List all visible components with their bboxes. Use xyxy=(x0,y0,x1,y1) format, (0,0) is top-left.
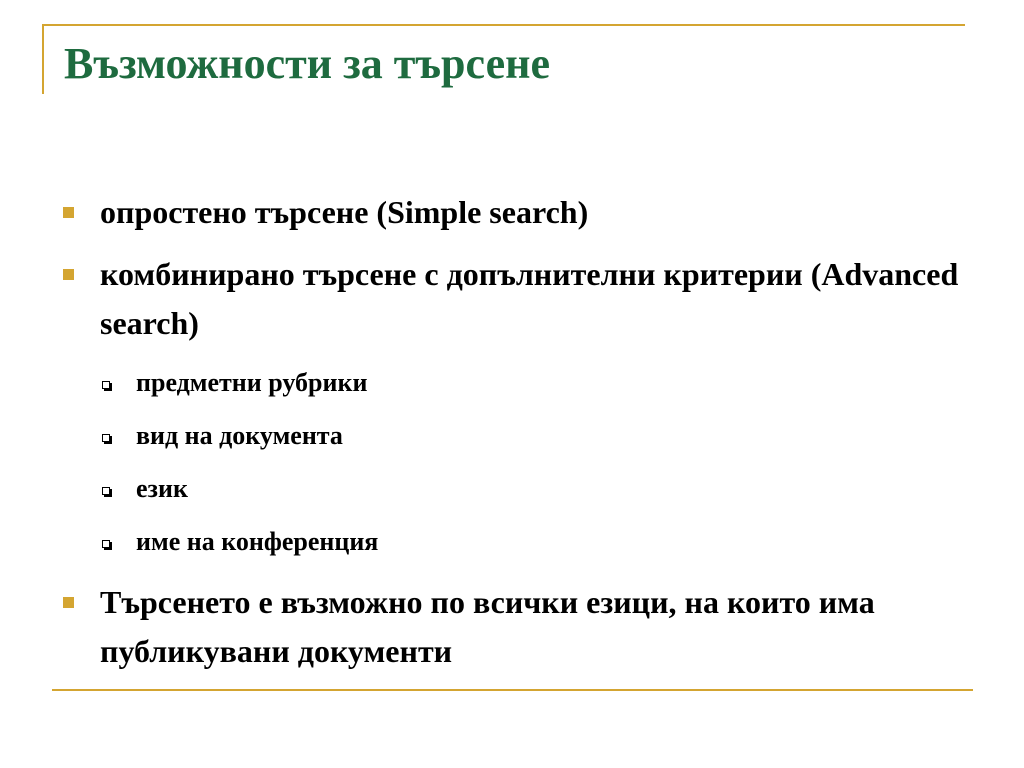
checkbox-bullet-icon xyxy=(102,540,110,548)
sub-bullet-item xyxy=(136,525,936,559)
sub-bullet-text: език xyxy=(136,474,188,503)
checkbox-bullet-icon xyxy=(102,381,110,389)
square-bullet-icon xyxy=(63,269,74,280)
bullet-text: опростено търсене (Simple search) xyxy=(100,194,589,230)
sub-bullet-text: вид на документа xyxy=(136,421,343,450)
checkbox-bullet-icon xyxy=(102,487,110,495)
sub-bullet-text: предметни рубрики xyxy=(136,368,368,397)
bullet-item xyxy=(100,188,980,237)
slide-title: Възможности за търсене xyxy=(64,39,550,88)
checkbox-bullet-icon xyxy=(102,434,110,442)
sub-bullet-item xyxy=(136,366,936,400)
bottom-border-line xyxy=(52,689,973,691)
bullet-item xyxy=(100,578,980,676)
sub-bullet-item xyxy=(136,472,936,506)
bullet-item xyxy=(100,250,980,348)
bullet-text: комбинирано търсене с допълнителни критерии (Advanced search) xyxy=(100,256,959,341)
bullet-text: Търсенето е възможно по всички езици, на които има публикувани документи xyxy=(100,584,875,669)
square-bullet-icon xyxy=(63,207,74,218)
top-border-line xyxy=(42,24,965,26)
square-bullet-icon xyxy=(63,597,74,608)
sub-bullet-item xyxy=(136,419,936,453)
left-border-line xyxy=(42,24,44,94)
sub-bullet-text: име на конференция xyxy=(136,527,379,556)
